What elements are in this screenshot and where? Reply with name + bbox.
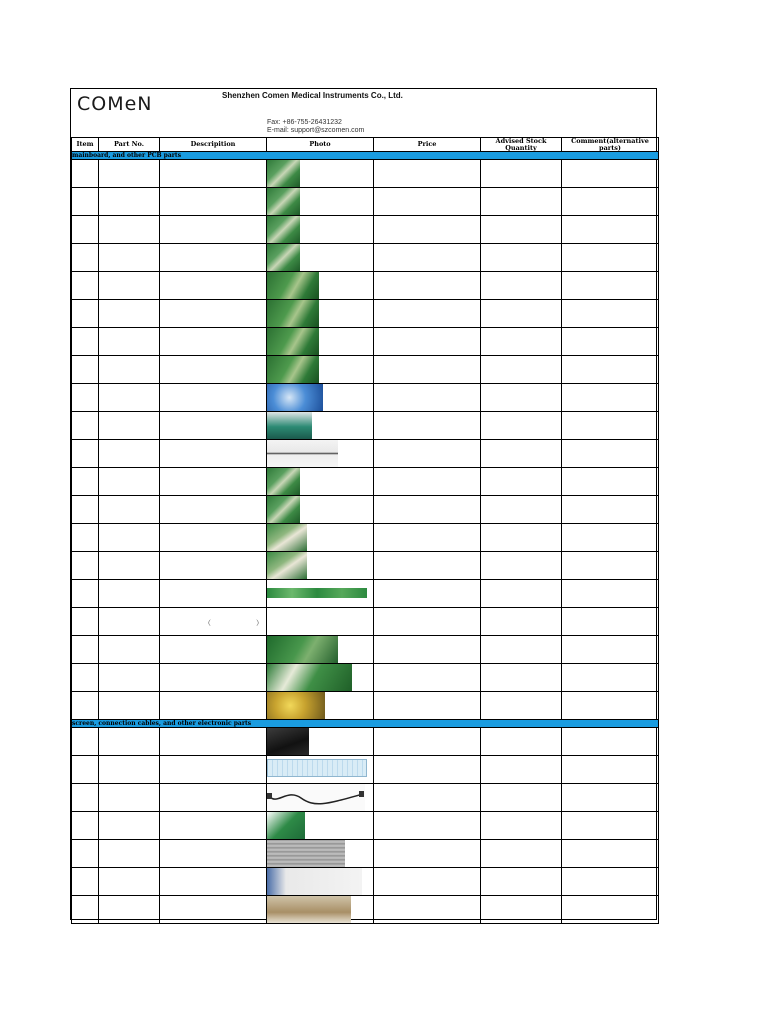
- part-no-cell: [99, 636, 160, 664]
- photo-cell: [267, 440, 374, 468]
- item-cell: [72, 636, 99, 664]
- price-cell: [374, 300, 481, 328]
- advised-stock-cell: [481, 328, 562, 356]
- photo-cell: [267, 524, 374, 552]
- description-cell: [160, 664, 267, 692]
- part-no-cell: [99, 608, 160, 636]
- item-cell: [72, 188, 99, 216]
- photo-cell: [267, 608, 374, 636]
- part-no-cell: [99, 356, 160, 384]
- advised-stock-cell: [481, 728, 562, 756]
- photo-cell: [267, 868, 374, 896]
- item-cell: [72, 328, 99, 356]
- item-cell: [72, 496, 99, 524]
- price-cell: [374, 868, 481, 896]
- comment-cell: [562, 840, 659, 868]
- price-cell: [374, 692, 481, 720]
- price-cell: [374, 216, 481, 244]
- advised-stock-cell: [481, 468, 562, 496]
- part-photo: [267, 524, 307, 551]
- photo-cell: [267, 244, 374, 272]
- part-no-cell: [99, 756, 160, 784]
- part-photo: [267, 244, 300, 271]
- part-photo: [267, 588, 367, 598]
- comment-cell: [562, 384, 659, 412]
- table-row: [72, 384, 659, 412]
- price-cell: [374, 412, 481, 440]
- photo-cell: [267, 756, 374, 784]
- advised-stock-cell: [481, 244, 562, 272]
- item-cell: [72, 896, 99, 924]
- part-photo: [267, 664, 352, 691]
- description-cell: [160, 636, 267, 664]
- part-no-cell: [99, 812, 160, 840]
- price-cell: [374, 552, 481, 580]
- price-cell: [374, 328, 481, 356]
- advised-stock-cell: [481, 812, 562, 840]
- part-photo: [267, 384, 323, 411]
- description-cell: [160, 300, 267, 328]
- col-item: Item: [72, 138, 99, 152]
- table-row: [72, 356, 659, 384]
- photo-cell: [267, 160, 374, 188]
- photo-cell: [267, 552, 374, 580]
- table-row: [72, 468, 659, 496]
- price-cell: [374, 664, 481, 692]
- item-cell: [72, 812, 99, 840]
- description-cell: [160, 580, 267, 608]
- item-cell: [72, 272, 99, 300]
- description-cell: [160, 692, 267, 720]
- advised-stock-cell: [481, 272, 562, 300]
- table-row: [72, 440, 659, 468]
- price-cell: [374, 384, 481, 412]
- description-cell: [160, 384, 267, 412]
- table-row: [72, 272, 659, 300]
- photo-cell: [267, 356, 374, 384]
- column-header-row: [72, 138, 659, 152]
- description-bracket: ）: [256, 620, 263, 627]
- description-cell: [160, 188, 267, 216]
- price-cell: [374, 440, 481, 468]
- comment-cell: [562, 272, 659, 300]
- description-bracket: （: [204, 620, 211, 627]
- fax-line: Fax: +86-755-26431232: [267, 119, 342, 126]
- description-cell: [160, 728, 267, 756]
- item-cell: [72, 868, 99, 896]
- comment-cell: [562, 812, 659, 840]
- comment-cell: [562, 524, 659, 552]
- part-no-cell: [99, 188, 160, 216]
- section-title: mainboard, and other PCB parts: [72, 152, 659, 160]
- price-cell: [374, 896, 481, 924]
- col-description: Descripition: [160, 138, 267, 152]
- part-photo: [267, 160, 300, 187]
- part-no-cell: [99, 300, 160, 328]
- comment-cell: [562, 244, 659, 272]
- part-no-cell: [99, 160, 160, 188]
- price-cell: [374, 524, 481, 552]
- price-cell: [374, 244, 481, 272]
- item-cell: [72, 384, 99, 412]
- part-photo: [267, 272, 319, 299]
- photo-cell: [267, 664, 374, 692]
- part-no-cell: [99, 524, 160, 552]
- price-cell: [374, 636, 481, 664]
- table-row: [72, 244, 659, 272]
- advised-stock-cell: [481, 440, 562, 468]
- advised-stock-cell: [481, 868, 562, 896]
- photo-cell: [267, 896, 374, 924]
- advised-stock-cell: [481, 160, 562, 188]
- part-no-cell: [99, 272, 160, 300]
- part-photo: [267, 468, 300, 495]
- table-row: [72, 216, 659, 244]
- table-row: [72, 412, 659, 440]
- table-row: [72, 664, 659, 692]
- price-cell: [374, 608, 481, 636]
- photo-cell: [267, 692, 374, 720]
- part-no-cell: [99, 868, 160, 896]
- advised-stock-cell: [481, 412, 562, 440]
- advised-stock-cell: [481, 840, 562, 868]
- table-row: [72, 524, 659, 552]
- col-photo: Photo: [267, 138, 374, 152]
- comment-cell: [562, 300, 659, 328]
- comment-cell: [562, 328, 659, 356]
- comment-cell: [562, 868, 659, 896]
- part-photo: [267, 552, 307, 579]
- item-cell: [72, 440, 99, 468]
- description-cell: [160, 160, 267, 188]
- table-row: [72, 812, 659, 840]
- price-cell: [374, 784, 481, 812]
- advised-stock-cell: [481, 692, 562, 720]
- advised-stock-cell: [481, 608, 562, 636]
- part-photo: [267, 496, 300, 523]
- part-no-cell: [99, 328, 160, 356]
- advised-stock-cell: [481, 356, 562, 384]
- description-cell: [160, 328, 267, 356]
- advised-stock-cell: [481, 664, 562, 692]
- description-cell: [160, 468, 267, 496]
- description-cell: [160, 440, 267, 468]
- photo-cell: [267, 188, 374, 216]
- description-cell: [160, 412, 267, 440]
- item-cell: [72, 664, 99, 692]
- part-photo: [267, 868, 362, 895]
- comment-cell: [562, 440, 659, 468]
- part-no-cell: [99, 664, 160, 692]
- advised-stock-cell: [481, 524, 562, 552]
- table-row: [72, 188, 659, 216]
- comment-cell: [562, 552, 659, 580]
- part-photo: [267, 759, 367, 777]
- part-photo: [267, 784, 365, 811]
- photo-cell: [267, 300, 374, 328]
- description-cell: [160, 496, 267, 524]
- price-cell: [374, 468, 481, 496]
- table-row: [72, 784, 659, 812]
- description-cell: [160, 896, 267, 924]
- photo-cell: [267, 496, 374, 524]
- comment-cell: [562, 784, 659, 812]
- item-cell: [72, 728, 99, 756]
- part-no-cell: [99, 216, 160, 244]
- comment-cell: [562, 160, 659, 188]
- description-cell: [160, 840, 267, 868]
- photo-cell: [267, 384, 374, 412]
- table-row: [72, 160, 659, 188]
- photo-cell: [267, 328, 374, 356]
- comment-cell: [562, 216, 659, 244]
- table-row: [72, 328, 659, 356]
- part-photo: [267, 356, 319, 383]
- photo-cell: [267, 412, 374, 440]
- item-cell: [72, 524, 99, 552]
- part-no-cell: [99, 412, 160, 440]
- table-row: [72, 756, 659, 784]
- comment-cell: [562, 496, 659, 524]
- item-cell: [72, 840, 99, 868]
- comment-cell: [562, 580, 659, 608]
- price-cell: [374, 188, 481, 216]
- part-photo: [267, 896, 351, 923]
- advised-stock-cell: [481, 784, 562, 812]
- sheet-header: [71, 89, 656, 139]
- price-cell: [374, 580, 481, 608]
- item-cell: [72, 608, 99, 636]
- col-advised-stock: Advised Stock Quantity: [481, 138, 562, 152]
- part-photo: [267, 440, 338, 467]
- description-cell: [160, 356, 267, 384]
- part-photo: [267, 412, 312, 439]
- table-row: [72, 896, 659, 924]
- item-cell: [72, 412, 99, 440]
- section-row: [72, 720, 659, 728]
- photo-cell: [267, 636, 374, 664]
- comment-cell: [562, 756, 659, 784]
- part-no-cell: [99, 552, 160, 580]
- description-cell: [160, 272, 267, 300]
- price-cell: [374, 356, 481, 384]
- item-cell: [72, 244, 99, 272]
- description-cell: [160, 784, 267, 812]
- parts-table: [71, 137, 659, 924]
- advised-stock-cell: [481, 496, 562, 524]
- part-photo: [267, 636, 338, 663]
- advised-stock-cell: [481, 552, 562, 580]
- part-photo: [267, 300, 319, 327]
- photo-cell: [267, 840, 374, 868]
- table-row: [72, 692, 659, 720]
- table-row: [72, 868, 659, 896]
- part-no-cell: [99, 244, 160, 272]
- comment-cell: [562, 728, 659, 756]
- item-cell: [72, 160, 99, 188]
- comment-cell: [562, 664, 659, 692]
- advised-stock-cell: [481, 896, 562, 924]
- table-row: [72, 636, 659, 664]
- part-photo: [267, 812, 305, 839]
- price-cell: [374, 840, 481, 868]
- item-cell: [72, 300, 99, 328]
- comment-cell: [562, 356, 659, 384]
- comment-cell: [562, 188, 659, 216]
- description-cell: [160, 756, 267, 784]
- description-cell: [160, 608, 267, 636]
- table-row: [72, 300, 659, 328]
- item-cell: [72, 756, 99, 784]
- photo-cell: [267, 784, 374, 812]
- photo-cell: [267, 728, 374, 756]
- comment-cell: [562, 692, 659, 720]
- col-comment: Comment(alternative parts): [562, 138, 659, 152]
- comment-cell: [562, 636, 659, 664]
- part-no-cell: [99, 440, 160, 468]
- advised-stock-cell: [481, 216, 562, 244]
- company-name: Shenzhen Comen Medical Instruments Co., Ltd.: [222, 91, 403, 100]
- part-photo: [267, 216, 300, 243]
- part-no-cell: [99, 692, 160, 720]
- part-no-cell: [99, 784, 160, 812]
- item-cell: [72, 580, 99, 608]
- price-cell: [374, 756, 481, 784]
- photo-cell: [267, 580, 374, 608]
- part-photo: [267, 840, 345, 867]
- photo-cell: [267, 812, 374, 840]
- comment-cell: [562, 896, 659, 924]
- part-no-cell: [99, 384, 160, 412]
- price-cell: [374, 496, 481, 524]
- col-price: Price: [374, 138, 481, 152]
- part-photo: [267, 728, 309, 755]
- table-row: [72, 580, 659, 608]
- advised-stock-cell: [481, 188, 562, 216]
- advised-stock-cell: [481, 756, 562, 784]
- advised-stock-cell: [481, 636, 562, 664]
- part-no-cell: [99, 728, 160, 756]
- item-cell: [72, 216, 99, 244]
- description-cell: [160, 216, 267, 244]
- comen-logo: COMeN: [77, 93, 153, 115]
- part-no-cell: [99, 468, 160, 496]
- advised-stock-cell: [481, 384, 562, 412]
- section-title: screen, connection cables, and other electronic parts: [72, 720, 659, 728]
- advised-stock-cell: [481, 300, 562, 328]
- parts-sheet: [70, 88, 657, 920]
- part-no-cell: [99, 840, 160, 868]
- photo-cell: [267, 216, 374, 244]
- price-cell: [374, 160, 481, 188]
- part-no-cell: [99, 496, 160, 524]
- photo-cell: [267, 272, 374, 300]
- table-row: [72, 552, 659, 580]
- part-no-cell: [99, 580, 160, 608]
- item-cell: [72, 468, 99, 496]
- item-cell: [72, 784, 99, 812]
- section-row: [72, 152, 659, 160]
- price-cell: [374, 812, 481, 840]
- part-photo: [267, 188, 300, 215]
- table-row: [72, 728, 659, 756]
- item-cell: [72, 552, 99, 580]
- price-cell: [374, 272, 481, 300]
- email-line: E-mail: support@szcomen.com: [267, 127, 365, 134]
- photo-cell: [267, 468, 374, 496]
- description-cell: [160, 552, 267, 580]
- description-cell: [160, 868, 267, 896]
- comment-cell: [562, 468, 659, 496]
- part-photo: [267, 328, 319, 355]
- col-part-no: Part No.: [99, 138, 160, 152]
- advised-stock-cell: [481, 580, 562, 608]
- table-row: [72, 608, 659, 636]
- comment-cell: [562, 412, 659, 440]
- price-cell: [374, 728, 481, 756]
- item-cell: [72, 692, 99, 720]
- table-row: [72, 840, 659, 868]
- description-cell: [160, 524, 267, 552]
- table-row: [72, 496, 659, 524]
- item-cell: [72, 356, 99, 384]
- part-no-cell: [99, 896, 160, 924]
- comment-cell: [562, 608, 659, 636]
- description-cell: [160, 812, 267, 840]
- description-cell: [160, 244, 267, 272]
- part-photo: [267, 692, 325, 719]
